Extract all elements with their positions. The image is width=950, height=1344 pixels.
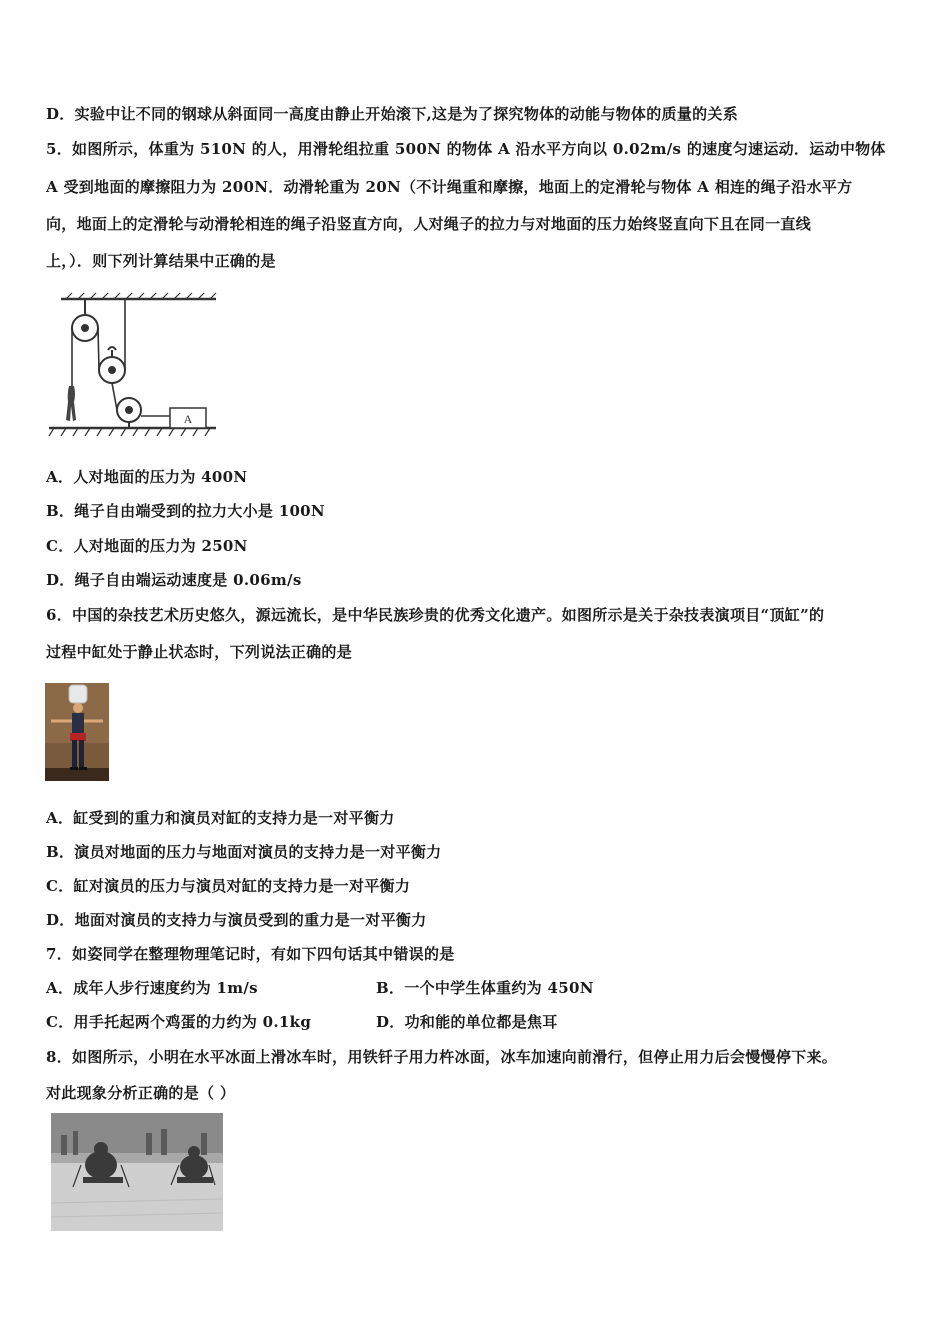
ropes xyxy=(72,299,170,416)
q7-stem: 7．如姿同学在整理物理笔记时，有如下四句话其中错误的是 xyxy=(46,945,455,963)
q7-option-b: B．一个中学生体重约为 450N xyxy=(376,979,594,997)
pulley-diagram xyxy=(46,290,221,440)
q5-option-d: D．绳子自由端运动速度是 0.06m/s xyxy=(46,571,302,589)
q8-stem-line-2: 对此现象分析正确的是（ ） xyxy=(46,1084,236,1102)
q8-stem-line-1: 8．如图所示，小明在水平冰面上滑冰车时，用铁钎子用力杵冰面，冰车加速向前滑行，但停止用力后会慢慢停下来。 xyxy=(46,1048,838,1066)
q6-option-b: B．演员对地面的压力与地面对演员的支持力是一对平衡力 xyxy=(46,843,442,861)
ice-sled-photo xyxy=(51,1113,223,1231)
q6-stem-line-2: 过程中缸处于静止状态时，下列说法正确的是 xyxy=(46,643,353,661)
q4-option-d: D．实验中让不同的钢球从斜面同一高度由静止开始滚下,这是为了探究物体的动能与物体的质量的关系 xyxy=(46,105,739,123)
movable-pulley xyxy=(99,347,125,383)
ceiling xyxy=(61,293,216,299)
q5-stem-line-1: 5．如图所示，体重为 510N 的人，用滑轮组拉重 500N 的物体 A 沿水平方向以 0.02m/s 的速度匀速运动．运动中物体 xyxy=(46,140,886,158)
q5-option-b: B．绳子自由端受到的拉力大小是 100N xyxy=(46,502,325,520)
q5-stem-line-4: 上，）．则下列计算结果中正确的是 xyxy=(46,252,276,270)
q5-option-c: C．人对地面的压力为 250N xyxy=(46,537,248,555)
q5-stem-line-2: A 受到地面的摩擦阻力为 200N．动滑轮重为 20N（不计绳重和摩擦，地面上的定滑轮与物体 A 相连的绳子沿水平方 xyxy=(46,178,853,196)
q7-option-a: A．成年人步行速度约为 1m/s xyxy=(46,979,258,997)
ground-pulley xyxy=(117,398,141,428)
q5-option-a: A．人对地面的压力为 400N xyxy=(46,468,248,486)
q6-option-c: C．缸对演员的压力与演员对缸的支持力是一对平衡力 xyxy=(46,877,411,895)
person-figure xyxy=(66,386,76,421)
q5-stem-line-3: 向，地面上的定滑轮与动滑轮相连的绳子沿竖直方向，人对绳子的拉力与对地面的压力始终竖直向下且在同一直线 xyxy=(46,215,812,233)
q6-option-d: D．地面对演员的支持力与演员受到的重力是一对平衡力 xyxy=(46,911,427,929)
q6-option-a: A．缸受到的重力和演员对缸的支持力是一对平衡力 xyxy=(46,809,395,827)
ceiling-pulley xyxy=(72,299,98,341)
q6-stem-line-1: 6．中国的杂技艺术历史悠久，源远流长，是中华民族珍贵的优秀文化遗产。如图所示是关于杂技表演项目“顶缸”的 xyxy=(46,606,825,624)
q7-option-c: C．用手托起两个鸡蛋的力约为 0.1kg xyxy=(46,1013,312,1031)
acrobat-photo xyxy=(45,683,109,781)
block-a-label: A xyxy=(183,412,193,426)
q7-options-row-2 xyxy=(46,1011,558,1032)
block-a xyxy=(170,408,206,428)
q7-options-row-1 xyxy=(46,977,594,998)
q7-option-d: D．功和能的单位都是焦耳 xyxy=(376,1013,558,1031)
ground xyxy=(49,428,216,436)
